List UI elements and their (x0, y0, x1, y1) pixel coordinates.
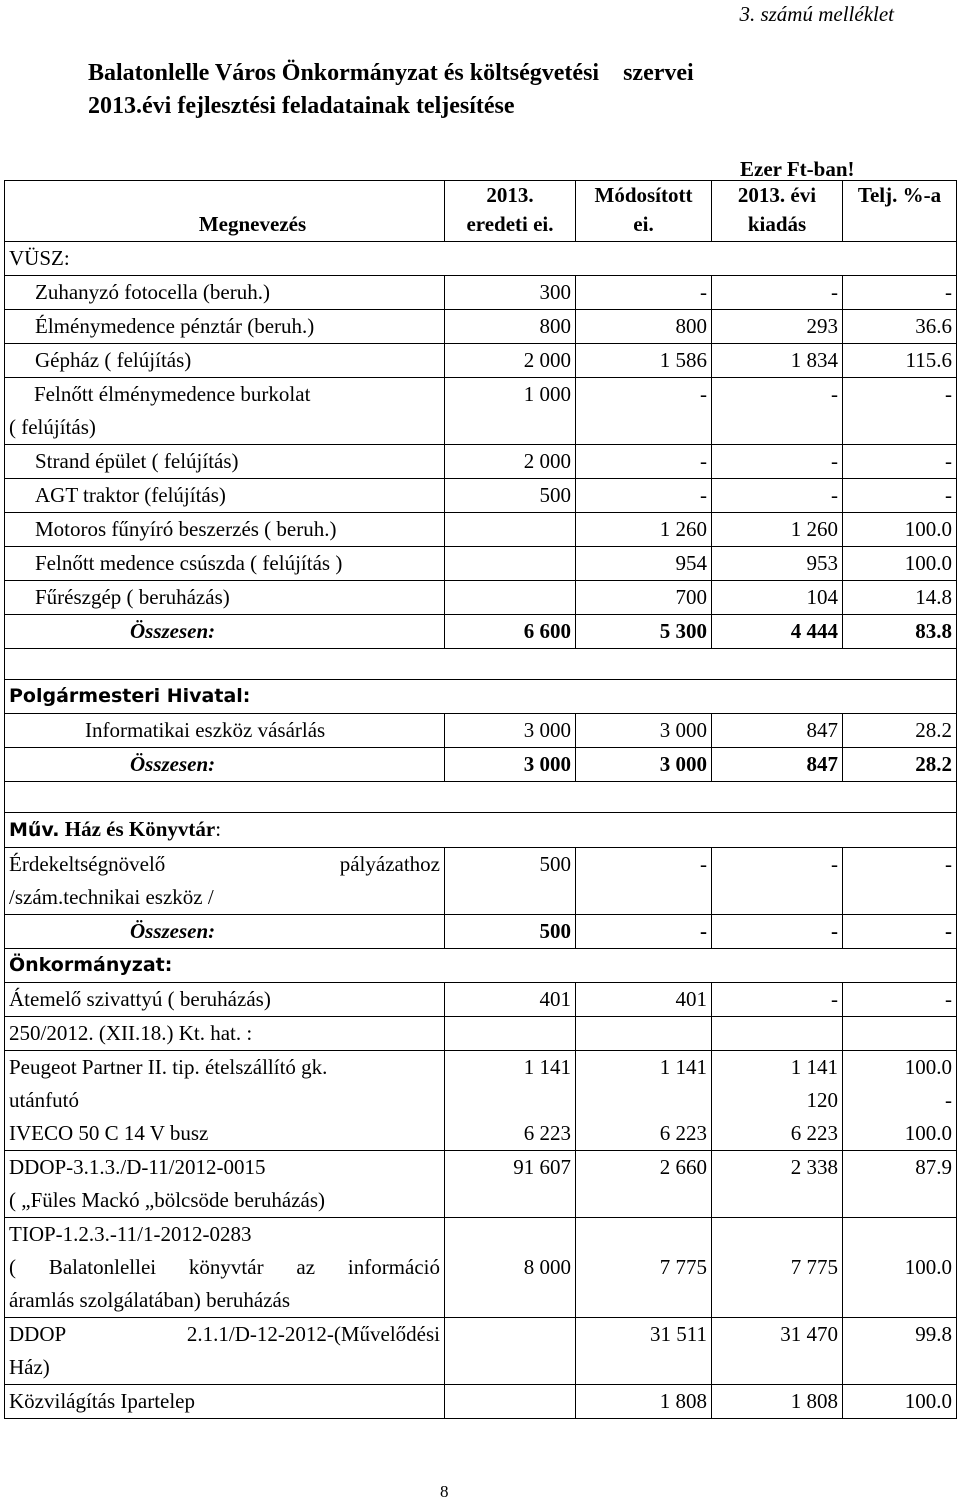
table-cell: 36.6 (843, 310, 957, 344)
header-name: Megnevezés (5, 181, 445, 242)
table-cell: 87.9 (843, 1151, 957, 1218)
spacer-row (5, 782, 957, 813)
table-row (5, 310, 957, 344)
cell-text: utánfutó (9, 1088, 79, 1112)
total-row (5, 748, 957, 782)
cell-text: TIOP-1.2.3.-11/1-2012-0283 (9, 1222, 252, 1246)
header-original (445, 181, 576, 242)
table-cell: AGT traktor (felújítás) (5, 479, 445, 513)
table-cell: Átemelő szivattyú ( beruházás) (5, 983, 445, 1017)
table-cell: 31 470 (712, 1318, 843, 1385)
table-row (5, 445, 957, 479)
cell-text: 120 (806, 1088, 838, 1112)
table-cell: 2 338 (712, 1151, 843, 1218)
table-cell: Közvilágítás Ipartelep (5, 1385, 445, 1419)
table-cell: 300 (445, 276, 576, 310)
table-cell (5, 848, 445, 915)
cell-text: ei. (633, 212, 654, 236)
table-cell: 700 (576, 581, 712, 615)
table-cell: 99.8 (843, 1318, 957, 1385)
table-cell (712, 1051, 843, 1151)
table-cell: 6 600 (445, 615, 576, 649)
section-vusz (5, 242, 957, 276)
table-cell: 250/2012. (XII.18.) Kt. hat. : (5, 1017, 445, 1051)
table-cell: 500 (445, 915, 576, 949)
table-cell (5, 1051, 445, 1151)
section-title-part: Műv. (9, 819, 60, 841)
table-cell: - (843, 983, 957, 1017)
table-row (5, 1385, 957, 1419)
table-cell (843, 1051, 957, 1151)
cell-text: Peugeot Partner II. tip. ételszállító gk. (9, 1055, 328, 1079)
table-cell: 7 775 (576, 1218, 712, 1318)
cell-text: Felnőtt élménymedence burkolat (34, 382, 311, 406)
table-cell (5, 378, 445, 445)
table-cell: - (712, 915, 843, 949)
cell-text: : (215, 817, 222, 841)
table-row (5, 1151, 957, 1218)
table-cell: - (843, 915, 957, 949)
header-percent: Telj. %-a (843, 181, 957, 242)
cell-text: Módosított (594, 183, 693, 207)
table-cell: 91 607 (445, 1151, 576, 1218)
section-title-part: Ház és Könyvtár (64, 817, 216, 841)
table-cell (445, 547, 576, 581)
cell-text: Ház) (9, 1355, 50, 1379)
table-cell: 2 000 (445, 445, 576, 479)
cell-text: 1 141 (659, 1055, 707, 1079)
table-cell: 83.8 (843, 615, 957, 649)
table-cell: - (712, 983, 843, 1017)
cell-text (9, 1318, 440, 1351)
cell-text: 2013. (486, 183, 534, 207)
table-cell (576, 1051, 712, 1151)
table-cell: 14.8 (843, 581, 957, 615)
table-cell (5, 1151, 445, 1218)
table-cell (445, 513, 576, 547)
table-cell (445, 1017, 576, 1051)
table-row (5, 848, 957, 915)
table-cell: 500 (445, 479, 576, 513)
table-cell: 28.2 (843, 714, 957, 748)
cell-text: IVECO 50 C 14 V busz (9, 1121, 209, 1145)
table-cell (445, 1385, 576, 1419)
table-cell: 1 808 (576, 1385, 712, 1419)
table-cell: Motoros fűnyíró beszerzés ( beruh.) (5, 513, 445, 547)
table-cell: - (576, 276, 712, 310)
table-cell: 31 511 (576, 1318, 712, 1385)
table-cell: - (843, 479, 957, 513)
table-cell (712, 1017, 843, 1051)
table-row (5, 1318, 957, 1385)
title-line-1: Balatonlelle Város Önkormányzat és költségvetési szervei (88, 60, 694, 86)
table-cell: - (843, 276, 957, 310)
cell-text: 6 223 (523, 1121, 571, 1145)
table-cell: 800 (445, 310, 576, 344)
table-row (5, 344, 957, 378)
table-cell (445, 581, 576, 615)
cell-text: 1 141 (790, 1055, 838, 1079)
document-title (88, 57, 694, 123)
table-cell (5, 649, 957, 680)
cell-text: 100.0 (904, 1121, 952, 1145)
table-cell: 3 000 (576, 714, 712, 748)
annex-label: 3. számú melléklet (739, 2, 894, 26)
table-cell: Zuhanyzó fotocella (beruh.) (5, 276, 445, 310)
header-modified (576, 181, 712, 242)
table-row (5, 1218, 957, 1318)
table-row (5, 714, 957, 748)
table-cell: 800 (576, 310, 712, 344)
table-cell: Informatikai eszköz vásárlás (5, 714, 445, 748)
table-cell (843, 1017, 957, 1051)
table-cell: Gépház ( felújítás) (5, 344, 445, 378)
cell-text: eredeti ei. (466, 212, 554, 236)
cell-text: áramlás szolgálatában) beruházás (9, 1288, 291, 1312)
section-title: Önkormányzat: (5, 949, 957, 983)
table-cell: Strand épület ( felújítás) (5, 445, 445, 479)
table-cell: Összesen: (5, 748, 445, 782)
table-cell: 1 000 (445, 378, 576, 445)
table-cell: 1 586 (576, 344, 712, 378)
cell-text: /szám.technikai eszköz / (9, 885, 214, 909)
unit-label: Ezer Ft-ban! (740, 157, 855, 181)
table-cell: 401 (445, 983, 576, 1017)
cell-text: 2013. évi (737, 183, 817, 207)
spacer-row (5, 649, 957, 680)
table-cell: 847 (712, 714, 843, 748)
cell-text: 6 223 (659, 1121, 707, 1145)
section-hivatal (5, 680, 957, 714)
table-cell: 954 (576, 547, 712, 581)
cell-text: 6 223 (790, 1121, 838, 1145)
cell-text: pályázathoz (339, 852, 440, 876)
header-row (5, 181, 957, 242)
table-cell (5, 1218, 445, 1318)
cell-text: DDOP (9, 1322, 67, 1346)
section-onkormanyzat (5, 949, 957, 983)
table-cell (5, 782, 957, 813)
table-cell: 2 660 (576, 1151, 712, 1218)
cell-text: 1 141 (523, 1055, 571, 1079)
table-row (5, 1017, 957, 1051)
table-cell: Felnőtt medence csúszda ( felújítás ) (5, 547, 445, 581)
table-cell: 3 000 (445, 714, 576, 748)
table-cell: - (712, 378, 843, 445)
table-cell: 1 260 (712, 513, 843, 547)
cell-text: kiadás (747, 212, 807, 236)
table-cell: - (712, 276, 843, 310)
table-row (5, 513, 957, 547)
page-number: 8 (440, 1482, 449, 1501)
table-cell: - (843, 445, 957, 479)
table-cell: 3 000 (445, 748, 576, 782)
table-cell: 500 (445, 848, 576, 915)
table-row (5, 547, 957, 581)
table-cell: 4 444 (712, 615, 843, 649)
table-cell: 953 (712, 547, 843, 581)
table-cell: - (576, 445, 712, 479)
table-row (5, 479, 957, 513)
section-title: Polgármesteri Hivatal: (5, 680, 957, 714)
table-cell: 100.0 (843, 1385, 957, 1419)
cell-text: Érdekeltségnövelő (9, 852, 166, 876)
table-row (5, 276, 957, 310)
cell-text (580, 1084, 707, 1117)
table-cell (5, 1318, 445, 1385)
cell-text: ( Balatonlellei könyvtár az információ (9, 1255, 440, 1279)
cell-text (9, 848, 440, 881)
table-cell: - (712, 479, 843, 513)
table-cell: 100.0 (843, 547, 957, 581)
table-cell: 5 300 (576, 615, 712, 649)
table-cell (576, 1017, 712, 1051)
table-cell: 28.2 (843, 748, 957, 782)
table-cell: 100.0 (843, 1218, 957, 1318)
table-cell: Összesen: (5, 915, 445, 949)
table-row (5, 983, 957, 1017)
development-tasks-table (4, 180, 957, 1419)
table-cell: - (712, 848, 843, 915)
section-title (5, 813, 957, 848)
cell-text: ( felújítás) (9, 415, 96, 439)
table-cell: 104 (712, 581, 843, 615)
header-actual (712, 181, 843, 242)
table-cell: - (843, 378, 957, 445)
table-cell: - (576, 848, 712, 915)
table-cell: 8 000 (445, 1218, 576, 1318)
table-cell: 3 000 (576, 748, 712, 782)
table-cell: 1 808 (712, 1385, 843, 1419)
table-cell: 2 000 (445, 344, 576, 378)
section-title: VÜSZ: (5, 242, 957, 276)
table-row (5, 1051, 957, 1151)
total-row (5, 915, 957, 949)
total-row (5, 615, 957, 649)
table-cell (445, 1318, 576, 1385)
table-cell: Összesen: (5, 615, 445, 649)
section-muv (5, 813, 957, 848)
table-cell: 7 775 (712, 1218, 843, 1318)
table-cell (445, 1051, 576, 1151)
table-cell: - (576, 915, 712, 949)
table-cell: - (576, 479, 712, 513)
title-line-2: 2013.évi fejlesztési feladatainak teljesítése (88, 93, 515, 119)
table-cell: 847 (712, 748, 843, 782)
cell-text: ( „Füles Mackó „bölcsöde beruházás) (9, 1188, 326, 1212)
cell-text: 2.1.1/D-12-2012-(Művelődési (186, 1322, 440, 1346)
table-cell: 115.6 (843, 344, 957, 378)
table-cell: Fűrészgép ( beruházás) (5, 581, 445, 615)
table-cell: Élménymedence pénztár (beruh.) (5, 310, 445, 344)
table-cell: 1 834 (712, 344, 843, 378)
table-cell: 293 (712, 310, 843, 344)
cell-text (449, 1084, 571, 1117)
table-row (5, 581, 957, 615)
cell-text: DDOP-3.1.3./D-11/2012-0015 (9, 1155, 266, 1179)
table-cell: - (576, 378, 712, 445)
table-row (5, 378, 957, 445)
table-cell: 100.0 (843, 513, 957, 547)
cell-text: 100.0 (904, 1055, 952, 1079)
table-cell: 1 260 (576, 513, 712, 547)
table-cell: 401 (576, 983, 712, 1017)
table-cell: - (843, 848, 957, 915)
table-cell: - (712, 445, 843, 479)
cell-text: - (945, 1088, 952, 1112)
